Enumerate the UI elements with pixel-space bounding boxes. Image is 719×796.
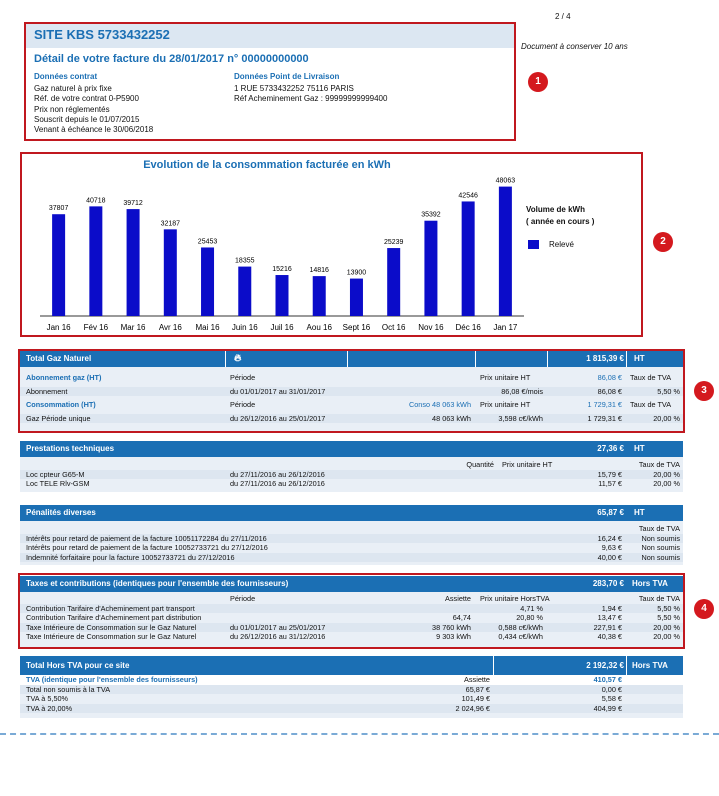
taxes-ht-label: Hors TVA <box>632 579 668 588</box>
contract-line: Réf. de votre contrat 0-P5900 <box>34 94 139 104</box>
taxes-title: Taxes et contributions (identiques pour l'ensemble des fournisseurs) <box>26 579 289 588</box>
unit-price-header: Prix unitaire HT <box>480 400 531 409</box>
table-row: Taxe Intérieure de Consommation sur le Gaz Naturel du 01/01/2017 au 25/01/2017 38 760 kWh 0,588 c€/kWh 227,91 € 20,00 % <box>20 623 683 633</box>
table-row: Contribution Tarifaire d'Acheminement part distribution 64,74 20,80 % 13,47 € 5,50 % <box>26 613 680 622</box>
services-ht-label: HT <box>634 444 645 453</box>
vat-header-row <box>20 675 683 685</box>
data-label-7: 14816 <box>309 267 329 275</box>
penalties-title: Pénalités diverses <box>26 508 96 517</box>
table-row: Loc cpteur G65-M du 27/11/2016 au 26/12/2016 15,79 € 20,00 % <box>20 470 683 480</box>
vat-total: 410,57 € <box>593 675 622 684</box>
table-row: Contribution Tarifaire d'Acheminement part transport 4,71 % 1,94 € 5,50 % <box>20 604 683 614</box>
legend-title <box>526 204 594 228</box>
penalties-ht-label: HT <box>634 508 645 517</box>
gas-total-amount: 1 815,39 € <box>586 354 624 363</box>
data-label-11: 42546 <box>458 192 478 200</box>
marker-badge-4: 4 <box>694 599 714 619</box>
vat-label: TVA (identique pour l'ensemble des fournisseurs) <box>26 675 198 684</box>
marker-badge-3: 3 <box>694 381 714 401</box>
services-column-headers: Quantité Prix unitaire HT Taux de TVA <box>466 460 680 469</box>
legend-title-line: Volume de kWh <box>526 205 585 214</box>
period-header: Période <box>230 400 256 409</box>
retention-note: Document à conserver 10 ans <box>521 42 628 51</box>
services-title: Prestations techniques <box>26 444 115 453</box>
site-title: SITE KBS 5733432252 <box>34 27 170 42</box>
table-row: Intérêts pour retard de paiement de la facture 10052733721 du 27/12/2016 9,63 € Non soumis <box>26 543 680 552</box>
vat-rate-header: Taux de TVA <box>630 373 672 382</box>
penalties-header <box>20 505 683 521</box>
totals-header <box>20 656 683 675</box>
x-tick-label-7: Aou 16 <box>306 323 332 332</box>
unit-price-header: Prix unitaire HT <box>480 373 531 382</box>
technical-services-table <box>20 441 683 492</box>
delivery-line: Réf Acheminement Gaz : 99999999999400 <box>234 94 388 104</box>
legend-swatch <box>528 240 539 249</box>
gas-ht-label: HT <box>634 354 645 363</box>
totals-title: Total Hors TVA pour ce site <box>26 661 130 670</box>
subscription-amount: 86,08 € <box>597 373 622 382</box>
penalties-total: 65,87 € <box>597 508 624 517</box>
table-row: Taxe Intérieure de Consommation sur le Gaz Naturel du 26/12/2016 au 31/12/2016 9 303 kWh 0,434 c€/kWh 40,38 € 20,00 % <box>26 632 680 641</box>
chart-title: Evolution de la consommation facturée en kWh <box>143 159 391 171</box>
services-header <box>20 441 683 457</box>
legend-label: Relevé <box>549 240 574 249</box>
x-tick-label-5: Juin 16 <box>231 323 258 332</box>
data-label-9: 25239 <box>383 239 404 247</box>
contract-line: Prix non réglementés <box>34 104 110 114</box>
site-header <box>26 24 514 48</box>
totals-table <box>20 656 683 718</box>
table-row: Total non soumis à la TVA 65,87 € 0,00 € <box>20 685 683 695</box>
assiette-header: Assiette <box>464 675 490 684</box>
bar-9 <box>387 248 400 316</box>
table-row: TVA à 5,50% 101,49 € 5,58 € <box>26 694 622 703</box>
data-label-1: 40718 <box>86 197 106 205</box>
x-tick-label-9: Oct 16 <box>381 323 406 332</box>
data-label-0: 37807 <box>48 205 69 213</box>
x-tick-label-12: Jan 17 <box>493 323 518 332</box>
vat-rate-header: Taux de TVA <box>630 400 672 409</box>
table-row: Intérêts pour retard de paiement de la facture 10051172284 du 27/11/2016 16,24 € Non soumis <box>20 534 683 544</box>
x-tick-label-3: Avr 16 <box>158 323 182 332</box>
x-tick-label-2: Mar 16 <box>120 323 146 332</box>
subscription-label: Abonnement gaz (HT) <box>26 373 102 382</box>
bar-12 <box>499 187 512 316</box>
bar-7 <box>313 276 326 316</box>
table-row: TVA à 20,00% 2 024,96 € 404,99 € <box>20 704 683 714</box>
bar-2 <box>127 209 140 316</box>
site-summary-panel <box>24 22 516 141</box>
bar-11 <box>462 201 475 316</box>
marker-badge-2: 2 <box>653 232 673 252</box>
delivery-line: 1 RUE 5733432252 75116 PARIS <box>234 84 354 94</box>
data-label-4: 25453 <box>197 238 218 246</box>
contract-line: Venant à échéance le 30/06/2018 <box>34 125 154 135</box>
bar-3 <box>164 229 177 316</box>
page-separator <box>0 733 719 735</box>
penalties-column-headers: Taux de TVA <box>638 524 680 533</box>
flame-icon: 🔥︎ <box>234 353 242 364</box>
page-number: 2 / 4 <box>555 12 571 21</box>
data-label-6: 15216 <box>272 266 292 274</box>
data-label-3: 32187 <box>160 220 181 228</box>
x-tick-label-8: Sept 16 <box>342 323 371 332</box>
contract-heading: Données contrat <box>34 72 98 81</box>
highlight-frame-4 <box>18 573 685 649</box>
delivery-data <box>234 72 504 105</box>
bar-10 <box>424 221 437 316</box>
consumption-amount: 1 729,31 € <box>587 400 622 409</box>
contract-line: Gaz naturel à prix fixe <box>34 84 112 94</box>
bar-5 <box>238 267 251 316</box>
consumption-chart-panel <box>20 152 643 337</box>
bar-1 <box>89 206 102 316</box>
marker-badge-1: 1 <box>528 72 548 92</box>
totals-ht-label: Hors TVA <box>632 661 668 670</box>
data-label-5: 18355 <box>235 257 255 265</box>
data-label-2: 39712 <box>123 200 143 208</box>
bar-4 <box>201 247 214 316</box>
contract-line: Souscrit depuis le 01/07/2015 <box>34 114 140 124</box>
table-row: Abonnement du 01/01/2017 au 31/01/2017 86,08 €/mois 86,08 € 5,50 % <box>20 387 683 397</box>
bar-8 <box>350 279 363 316</box>
table-row: Loc TELE Rlv-GSM du 27/11/2016 au 26/12/2016 11,57 € 20,00 % <box>26 479 680 488</box>
data-label-10: 35392 <box>421 211 441 219</box>
contract-data <box>34 72 234 135</box>
bar-6 <box>276 275 289 316</box>
x-tick-label-6: Juil 16 <box>270 323 294 332</box>
x-tick-label-4: Mai 16 <box>195 323 220 332</box>
consumption-quantity: Conso 48 063 kWh <box>408 400 471 409</box>
x-tick-label-1: Fév 16 <box>83 323 109 332</box>
delivery-heading: Données Point de Livraison <box>234 72 340 81</box>
services-total: 27,36 € <box>597 444 624 453</box>
taxes-total: 283,70 € <box>592 579 624 588</box>
data-label-8: 13900 <box>346 269 367 277</box>
x-tick-label-0: Jan 16 <box>46 323 71 332</box>
table-row: Gaz Période unique du 26/12/2016 au 25/01/2017 48 063 kWh 3,598 c€/kWh 1 729,31 € 20,00 % <box>20 414 683 424</box>
x-tick-label-11: Déc 16 <box>455 323 481 332</box>
consumption-label: Consommation (HT) <box>26 400 96 409</box>
highlight-frame-3 <box>18 349 685 433</box>
taxes-column-headers: Période Assiette Prix unitaire HorsTVA Taux de TVA <box>230 594 680 603</box>
gas-table-title: Total Gaz Naturel <box>26 354 92 363</box>
legend-item-releve <box>528 240 574 249</box>
x-tick-label-10: Nov 16 <box>418 323 444 332</box>
penalties-table <box>20 505 683 565</box>
totals-amount: 2 192,32 € <box>586 661 624 670</box>
table-row: Indemnité forfaitaire pour la facture 10052733721 du 27/12/2016 40,00 € Non soumis <box>20 553 683 563</box>
period-header: Période <box>230 373 256 382</box>
legend-title-line: ( année en cours ) <box>526 217 595 226</box>
bar-0 <box>52 214 65 316</box>
invoice-title: Détail de votre facture du 28/01/2017 n° 00000000000 <box>34 53 309 65</box>
data-label-12: 48063 <box>495 177 516 185</box>
